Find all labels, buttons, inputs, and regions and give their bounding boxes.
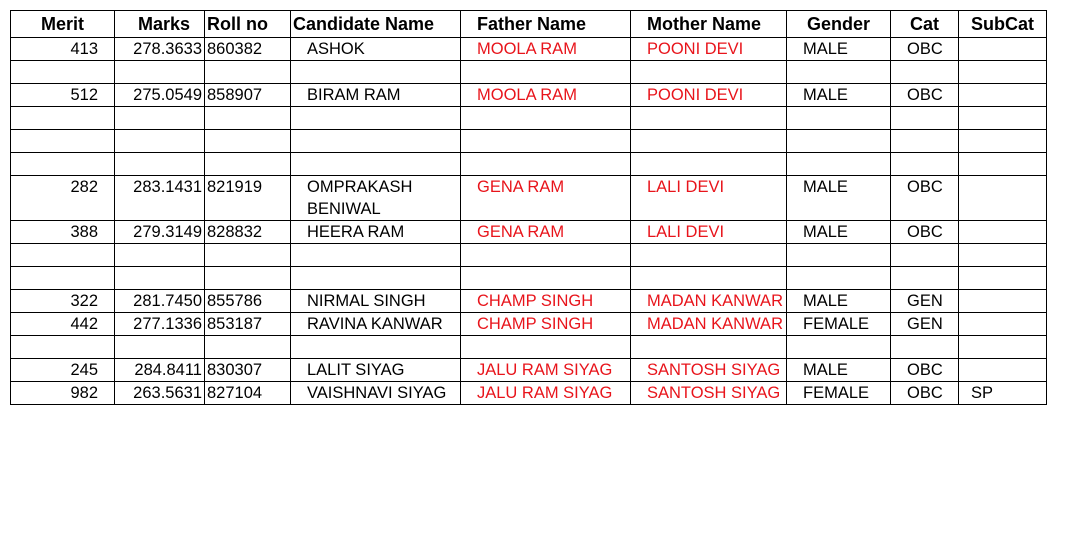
cell-roll-no: 821919	[205, 176, 291, 221]
cell-subcat	[959, 176, 1047, 221]
cell-subcat	[959, 313, 1047, 336]
candidate-row	[11, 290, 1047, 313]
header-gender: Gender	[787, 11, 891, 38]
cell-marks: 279.3149	[115, 221, 205, 244]
cell-cat: OBC	[891, 221, 959, 244]
empty-cell	[291, 153, 461, 176]
empty-cell	[631, 244, 787, 267]
empty-cell	[787, 61, 891, 84]
cell-father-name: GENA RAM	[461, 221, 631, 244]
empty-cell	[291, 61, 461, 84]
empty-cell	[115, 61, 205, 84]
cell-mother-name: MADAN KANWAR	[631, 290, 787, 313]
empty-cell	[787, 107, 891, 130]
cell-merit: 982	[11, 382, 115, 405]
cell-subcat	[959, 38, 1047, 61]
cell-father-name: CHAMP SINGH	[461, 290, 631, 313]
cell-marks: 281.7450	[115, 290, 205, 313]
empty-cell	[461, 244, 631, 267]
blank-row	[11, 130, 1047, 153]
candidate-row	[11, 313, 1047, 336]
cell-subcat	[959, 84, 1047, 107]
cell-mother-name: LALI DEVI	[631, 176, 787, 221]
blank-row	[11, 336, 1047, 359]
empty-cell	[959, 130, 1047, 153]
empty-cell	[631, 267, 787, 290]
empty-cell	[461, 267, 631, 290]
cell-cat: OBC	[891, 176, 959, 221]
merit-list-table	[10, 10, 1047, 405]
cell-merit: 388	[11, 221, 115, 244]
cell-roll-no: 853187	[205, 313, 291, 336]
cell-subcat	[959, 290, 1047, 313]
cell-candidate-name: LALIT SIYAG	[291, 359, 461, 382]
empty-cell	[891, 244, 959, 267]
empty-cell	[11, 130, 115, 153]
cell-subcat: SP	[959, 382, 1047, 405]
header-marks: Marks	[115, 11, 205, 38]
empty-cell	[115, 107, 205, 130]
empty-cell	[461, 153, 631, 176]
cell-cat: GEN	[891, 313, 959, 336]
empty-cell	[787, 153, 891, 176]
empty-cell	[115, 130, 205, 153]
candidate-row	[11, 176, 1047, 221]
empty-cell	[205, 153, 291, 176]
empty-cell	[115, 153, 205, 176]
cell-candidate-name: RAVINA KANWAR	[291, 313, 461, 336]
empty-cell	[959, 267, 1047, 290]
cell-gender: FEMALE	[787, 382, 891, 405]
cell-gender: MALE	[787, 359, 891, 382]
empty-cell	[205, 130, 291, 153]
header-father-name: Father Name	[461, 11, 631, 38]
empty-cell	[291, 244, 461, 267]
cell-candidate-name: HEERA RAM	[291, 221, 461, 244]
cell-gender: MALE	[787, 221, 891, 244]
cell-roll-no: 830307	[205, 359, 291, 382]
empty-cell	[115, 267, 205, 290]
cell-cat: OBC	[891, 38, 959, 61]
cell-roll-no: 855786	[205, 290, 291, 313]
empty-cell	[461, 336, 631, 359]
blank-row	[11, 61, 1047, 84]
cell-father-name: MOOLA RAM	[461, 84, 631, 107]
candidate-row	[11, 38, 1047, 61]
empty-cell	[959, 336, 1047, 359]
empty-cell	[11, 267, 115, 290]
candidate-row	[11, 84, 1047, 107]
empty-cell	[291, 267, 461, 290]
empty-cell	[891, 336, 959, 359]
cell-merit: 442	[11, 313, 115, 336]
empty-cell	[891, 130, 959, 153]
cell-father-name: GENA RAM	[461, 176, 631, 221]
empty-cell	[891, 267, 959, 290]
candidate-row	[11, 359, 1047, 382]
empty-cell	[11, 244, 115, 267]
cell-merit: 245	[11, 359, 115, 382]
cell-roll-no: 828832	[205, 221, 291, 244]
blank-row	[11, 107, 1047, 130]
empty-cell	[11, 153, 115, 176]
cell-candidate-name: NIRMAL SINGH	[291, 290, 461, 313]
cell-marks: 275.0549	[115, 84, 205, 107]
empty-cell	[11, 61, 115, 84]
cell-merit: 512	[11, 84, 115, 107]
cell-merit: 282	[11, 176, 115, 221]
cell-candidate-name: ASHOK	[291, 38, 461, 61]
cell-candidate-name: BIRAM RAM	[291, 84, 461, 107]
empty-cell	[787, 267, 891, 290]
cell-marks: 284.8411	[115, 359, 205, 382]
cell-marks: 263.5631	[115, 382, 205, 405]
cell-father-name: CHAMP SINGH	[461, 313, 631, 336]
blank-row	[11, 267, 1047, 290]
empty-cell	[631, 336, 787, 359]
empty-cell	[631, 61, 787, 84]
cell-cat: OBC	[891, 84, 959, 107]
cell-mother-name: SANTOSH SIYAG	[631, 359, 787, 382]
cell-gender: MALE	[787, 176, 891, 221]
header-mother-name: Mother Name	[631, 11, 787, 38]
empty-cell	[891, 107, 959, 130]
empty-cell	[959, 244, 1047, 267]
cell-marks: 283.1431	[115, 176, 205, 221]
cell-gender: MALE	[787, 290, 891, 313]
empty-cell	[631, 130, 787, 153]
candidate-row	[11, 221, 1047, 244]
empty-cell	[891, 153, 959, 176]
cell-merit: 322	[11, 290, 115, 313]
cell-mother-name: POONI DEVI	[631, 84, 787, 107]
empty-cell	[891, 61, 959, 84]
candidate-row	[11, 382, 1047, 405]
cell-gender: MALE	[787, 84, 891, 107]
empty-cell	[205, 244, 291, 267]
cell-mother-name: MADAN KANWAR	[631, 313, 787, 336]
header-merit: Merit	[11, 11, 115, 38]
table-body	[11, 38, 1047, 405]
empty-cell	[959, 107, 1047, 130]
blank-row	[11, 153, 1047, 176]
header-row	[11, 11, 1047, 38]
cell-cat: OBC	[891, 382, 959, 405]
empty-cell	[787, 336, 891, 359]
header-subcat: SubCat	[959, 11, 1047, 38]
empty-cell	[11, 107, 115, 130]
cell-marks: 277.1336	[115, 313, 205, 336]
cell-father-name: MOOLA RAM	[461, 38, 631, 61]
cell-roll-no: 827104	[205, 382, 291, 405]
cell-merit: 413	[11, 38, 115, 61]
empty-cell	[205, 107, 291, 130]
cell-gender: MALE	[787, 38, 891, 61]
cell-mother-name: LALI DEVI	[631, 221, 787, 244]
cell-roll-no: 858907	[205, 84, 291, 107]
empty-cell	[959, 153, 1047, 176]
empty-cell	[11, 336, 115, 359]
blank-row	[11, 244, 1047, 267]
cell-mother-name: SANTOSH SIYAG	[631, 382, 787, 405]
cell-mother-name: POONI DEVI	[631, 38, 787, 61]
cell-candidate-name: OMPRAKASH BENIWAL	[291, 176, 461, 221]
empty-cell	[205, 336, 291, 359]
header-roll-no: Roll no	[205, 11, 291, 38]
header-candidate-name: Candidate Name	[291, 11, 461, 38]
empty-cell	[631, 107, 787, 130]
cell-roll-no: 860382	[205, 38, 291, 61]
empty-cell	[461, 107, 631, 130]
empty-cell	[787, 130, 891, 153]
empty-cell	[461, 130, 631, 153]
empty-cell	[115, 336, 205, 359]
cell-subcat	[959, 221, 1047, 244]
cell-candidate-name: VAISHNAVI SIYAG	[291, 382, 461, 405]
empty-cell	[959, 61, 1047, 84]
cell-cat: GEN	[891, 290, 959, 313]
cell-subcat	[959, 359, 1047, 382]
cell-gender: FEMALE	[787, 313, 891, 336]
empty-cell	[787, 244, 891, 267]
empty-cell	[205, 61, 291, 84]
empty-cell	[205, 267, 291, 290]
header-cat: Cat	[891, 11, 959, 38]
cell-father-name: JALU RAM SIYAG	[461, 382, 631, 405]
cell-cat: OBC	[891, 359, 959, 382]
empty-cell	[461, 61, 631, 84]
cell-father-name: JALU RAM SIYAG	[461, 359, 631, 382]
empty-cell	[291, 130, 461, 153]
empty-cell	[291, 107, 461, 130]
empty-cell	[631, 153, 787, 176]
empty-cell	[115, 244, 205, 267]
empty-cell	[291, 336, 461, 359]
cell-marks: 278.3633	[115, 38, 205, 61]
